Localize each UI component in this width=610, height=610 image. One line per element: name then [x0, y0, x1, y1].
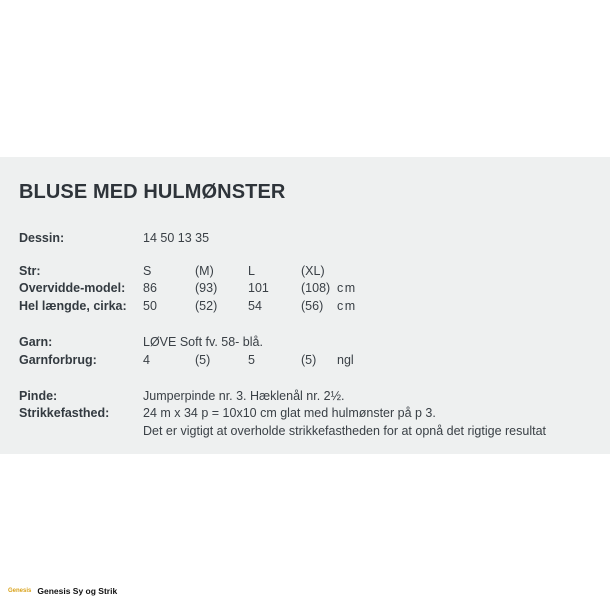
width-xl: (108)	[301, 281, 331, 295]
needles-value: Jumperpinde nr. 3. Hæklenål nr. 2½.	[143, 389, 345, 403]
size-label: Str:	[19, 264, 41, 278]
gauge-label: Strikkefasthed:	[19, 406, 110, 420]
length-s: 50	[143, 299, 157, 313]
size-m: (M)	[195, 264, 214, 278]
yarn-label: Garn:	[19, 335, 53, 349]
length-xl: (56)	[301, 299, 324, 313]
length-unit: cm	[337, 299, 357, 313]
genesis-logo: Genesis	[8, 588, 32, 594]
width-unit: cm	[337, 281, 357, 295]
dessin-value: 14 50 13 35	[143, 231, 210, 245]
yarn-usage-label: Garnforbrug:	[19, 353, 97, 367]
length-m: (52)	[195, 299, 218, 313]
width-s: 86	[143, 281, 157, 295]
yarn-usage-m: (5)	[195, 353, 211, 367]
size-s: S	[143, 264, 152, 278]
width-m: (93)	[195, 281, 218, 295]
page-title: BLUSE MED HULMØNSTER	[19, 181, 286, 203]
gauge-note: Det er vigtigt at overholde strikkefastheden for at opnå det rigtige resultat	[143, 424, 547, 438]
width-l: 101	[248, 281, 269, 295]
yarn-usage-l: 5	[248, 353, 255, 367]
length-label: Hel længde, cirka:	[19, 299, 127, 313]
yarn-usage-xl: (5)	[301, 353, 317, 367]
gauge-value: 24 m x 34 p = 10x10 cm glat med hulmønster på p 3.	[143, 406, 436, 420]
width-label: Overvidde-model:	[19, 281, 126, 295]
yarn-usage-s: 4	[143, 353, 150, 367]
footer	[8, 584, 117, 598]
length-l: 54	[248, 299, 262, 313]
dessin-label: Dessin:	[19, 231, 65, 245]
needles-label: Pinde:	[19, 389, 58, 403]
size-l: L	[248, 264, 255, 278]
yarn-usage-unit: ngl	[337, 353, 354, 367]
footer-shop-name: Genesis Sy og Strik	[37, 586, 118, 596]
yarn-value: LØVE Soft fv. 58- blå.	[143, 335, 263, 349]
size-xl: (XL)	[301, 264, 325, 278]
